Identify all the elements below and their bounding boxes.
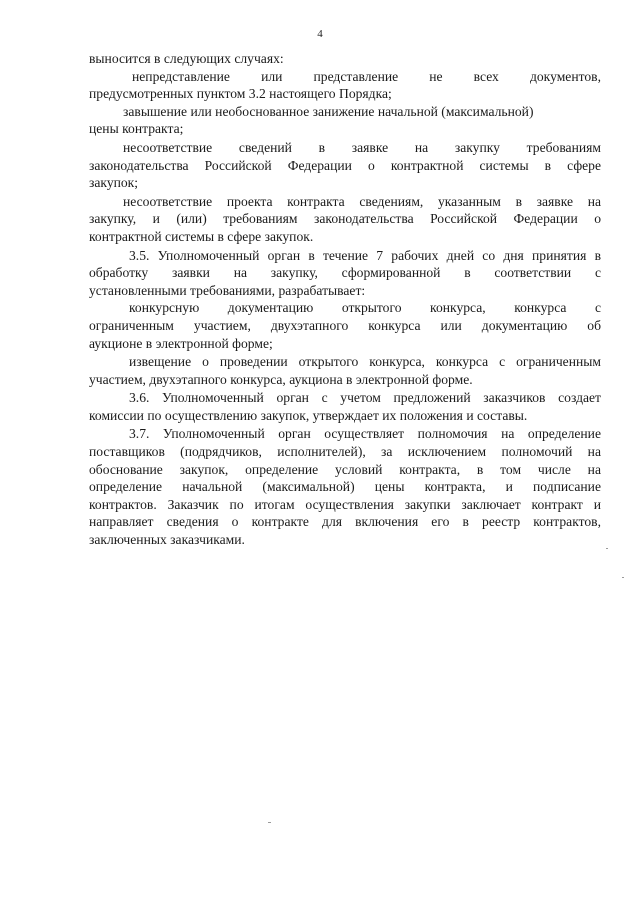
paragraph-3-5	[89, 247, 601, 300]
text-line: законодательства Российской Федерации о контрактной системы в сфере	[89, 157, 601, 173]
text-line: контрактов. Заказчик по итогам осуществления закупки заключает контракт и	[89, 496, 601, 512]
paragraph-item-3	[89, 139, 601, 192]
text-line: выносится в следующих случаях:	[89, 51, 284, 66]
text-line: завышение или необоснованное занижение начальной (максимальной)	[123, 103, 534, 119]
text-line: обработку заявки на закупку, сформированной в соответствии с	[89, 265, 601, 281]
scan-speck	[622, 577, 624, 578]
paragraph-3-6	[89, 389, 601, 424]
text-line: установленными требованиями, разрабатывает:	[89, 282, 366, 298]
text-line: предусмотренных пунктом 3.2 настоящего Порядка;	[89, 86, 392, 102]
paragraph-3-5-a	[89, 299, 601, 352]
text-line: цены контракта;	[89, 121, 184, 137]
text-line: закупок;	[89, 175, 139, 191]
scan-speck	[606, 548, 608, 549]
page-number: 4	[317, 28, 323, 40]
scan-speck	[268, 822, 271, 823]
text-line: непредставление или представление не всех документов,	[132, 68, 601, 84]
paragraph-3-5-b	[89, 353, 601, 388]
text-line: определение начальной (максимальной) цены контракта, и подписание	[89, 479, 601, 495]
paragraph-item-1	[89, 68, 601, 103]
text-line: направляет сведения о контракте для включения его в реестр контрактов,	[89, 514, 601, 530]
text-line: участием, двухэтапного конкурса, аукциона в электронной форме.	[89, 371, 473, 387]
text-line: поставщиков (подрядчиков, исполнителей), за исключением полномочий на	[89, 444, 601, 460]
paragraph-intro	[89, 50, 601, 68]
text-line: аукционе в электронной форме;	[89, 335, 273, 351]
text-line: конкурсную документацию открытого конкурса, конкурса с	[129, 300, 601, 316]
text-line: несоответствие сведений в заявке на закупку требованиям	[123, 139, 601, 155]
text-line: комиссии по осуществлению закупок, утверждает их положения и составы.	[89, 407, 528, 423]
text-line: 3.7. Уполномоченный орган осуществляет полномочия на определение	[129, 426, 601, 442]
text-line: ограниченным участием, двухэтапного конкурса или документацию об	[89, 317, 601, 333]
text-line: заключенных заказчиками.	[89, 532, 245, 548]
text-line: несоответствие проекта контракта сведениям, указанным в заявке на	[123, 193, 601, 209]
paragraph-3-7	[89, 425, 601, 548]
paragraph-item-4	[89, 193, 601, 246]
text-line: обоснование закупок, определение условий контракта, в том числе на	[89, 461, 601, 477]
text-line: извещение о проведении открытого конкурса, конкурса с ограниченным	[129, 354, 601, 370]
text-line: 3.5. Уполномоченный орган в течение 7 рабочих дней со дня принятия в	[129, 247, 601, 263]
text-line: контрактной системы в сфере закупок.	[89, 228, 314, 244]
text-line: закупку, и (или) требованиям законодательства Российской Федерации о	[89, 211, 601, 227]
text-line: 3.6. Уполномоченный орган с учетом предложений заказчиков создает	[129, 390, 601, 406]
document-body	[89, 50, 601, 549]
paragraph-item-2	[89, 103, 601, 138]
